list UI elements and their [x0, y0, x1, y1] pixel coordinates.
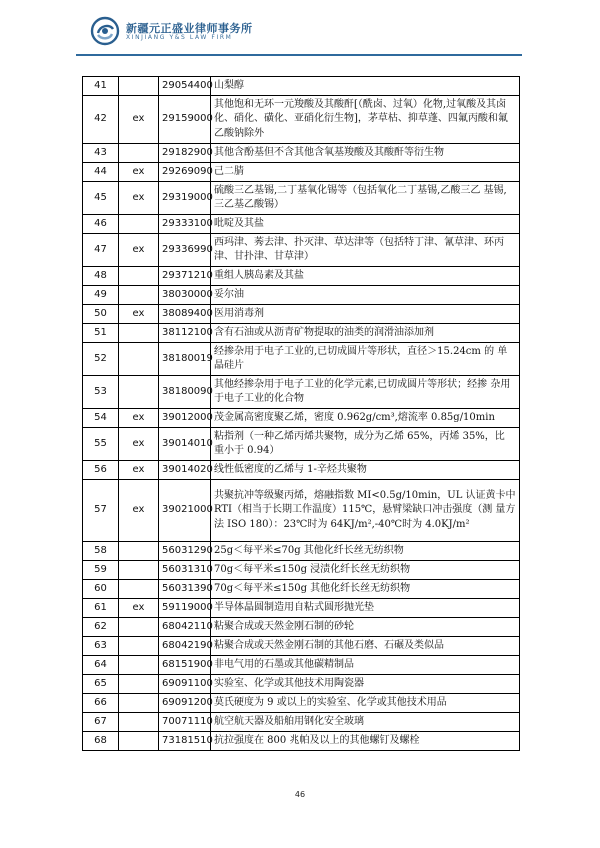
table-row	[83, 618, 520, 637]
table-row	[83, 324, 520, 343]
row-number: 49	[83, 286, 119, 305]
row-description: 其他含酚基但不含其他含氧基羧酸及其酸酐等衍生物	[211, 144, 520, 163]
row-tag	[119, 713, 159, 732]
row-code: 68042110	[159, 618, 211, 637]
row-number: 50	[83, 305, 119, 324]
row-number: 64	[83, 656, 119, 675]
row-description: 其他饱和无环一元羧酸及其酸酐[（酰卤、过氧）化物,过氧酸及其卤化、硝化、磺化、亚硝化衍生物]，茅草枯、抑草蓬、四氟丙酸和氟乙酸钠除外	[211, 96, 520, 144]
row-number: 67	[83, 713, 119, 732]
row-tag	[119, 376, 159, 409]
row-tag	[119, 637, 159, 656]
row-number: 45	[83, 182, 119, 215]
row-description: 己二腈	[211, 163, 520, 182]
row-tag	[119, 324, 159, 343]
row-tag: ex	[119, 480, 159, 542]
row-code: 39021000	[159, 480, 211, 542]
table-row	[83, 637, 520, 656]
row-number: 60	[83, 580, 119, 599]
row-number: 48	[83, 267, 119, 286]
row-number: 66	[83, 694, 119, 713]
row-tag	[119, 656, 159, 675]
row-code: 38180019	[159, 343, 211, 376]
row-number: 59	[83, 561, 119, 580]
page-header	[90, 16, 530, 50]
row-code: 56031310	[159, 561, 211, 580]
row-description: 山梨醇	[211, 77, 520, 96]
table-row	[83, 713, 520, 732]
row-tag	[119, 580, 159, 599]
row-number: 58	[83, 542, 119, 561]
table-row	[83, 480, 520, 542]
row-tag	[119, 542, 159, 561]
tariff-table	[82, 76, 520, 751]
row-code: 29269090	[159, 163, 211, 182]
row-tag: ex	[119, 409, 159, 428]
row-number: 52	[83, 343, 119, 376]
row-tag	[119, 732, 159, 751]
row-number: 43	[83, 144, 119, 163]
row-code: 29371210	[159, 267, 211, 286]
row-description: 茂金属高密度聚乙烯，密度 0.962g/cm³,熔流率 0.85g/10min	[211, 409, 520, 428]
row-code: 68042190	[159, 637, 211, 656]
row-number: 68	[83, 732, 119, 751]
row-description: 半导体晶圆制造用自粘式圆形抛光垫	[211, 599, 520, 618]
row-code: 56031390	[159, 580, 211, 599]
table-row	[83, 694, 520, 713]
firm-logo-icon	[90, 16, 120, 46]
row-description: 西玛津、莠去津、扑灭津、草达津等（包括特丁津、氰草津、环丙津、甘扑津、甘草津）	[211, 234, 520, 267]
row-description: 非电气用的石墨或其他碳精制品	[211, 656, 520, 675]
row-description: 航空航天器及船舶用钢化安全玻璃	[211, 713, 520, 732]
row-description: 含有石油或从沥青矿物提取的油类的润滑油添加剂	[211, 324, 520, 343]
table-row	[83, 561, 520, 580]
row-code: 38180090	[159, 376, 211, 409]
row-description: 医用消毒剂	[211, 305, 520, 324]
row-description: 重组人胰岛素及其盐	[211, 267, 520, 286]
row-description: 实验室、化学或其他技术用陶瓷器	[211, 675, 520, 694]
table-row	[83, 305, 520, 324]
table-row	[83, 96, 520, 144]
row-number: 53	[83, 376, 119, 409]
row-code: 68151900	[159, 656, 211, 675]
row-tag: ex	[119, 305, 159, 324]
row-tag: ex	[119, 599, 159, 618]
row-tag	[119, 286, 159, 305]
table-row	[83, 542, 520, 561]
row-tag	[119, 215, 159, 234]
row-number: 47	[83, 234, 119, 267]
row-description: 莫氏硬度为 9 或以上的实验室、化学或其他技术用品	[211, 694, 520, 713]
row-description: 70g＜每平米≤150g 其他化纤长丝无纺织物	[211, 580, 520, 599]
row-number: 56	[83, 461, 119, 480]
table-row	[83, 675, 520, 694]
row-description: 妥尔油	[211, 286, 520, 305]
row-description: 70g＜每平米≤150g 浸渍化纤长丝无纺织物	[211, 561, 520, 580]
row-code: 38030000	[159, 286, 211, 305]
row-code: 56031290	[159, 542, 211, 561]
row-tag	[119, 343, 159, 376]
table-row	[83, 656, 520, 675]
table-row	[83, 732, 520, 751]
table-row	[83, 182, 520, 215]
row-code: 69091200	[159, 694, 211, 713]
row-number: 61	[83, 599, 119, 618]
tariff-table-body	[83, 77, 520, 751]
row-code: 29182900	[159, 144, 211, 163]
table-row	[83, 376, 520, 409]
row-tag: ex	[119, 163, 159, 182]
row-description: 吡啶及其盐	[211, 215, 520, 234]
row-description: 其他经掺杂用于电子工业的化学元素,已切成圆片等形状；经掺 杂用于电子工业的化合物	[211, 376, 520, 409]
row-number: 46	[83, 215, 119, 234]
row-number: 41	[83, 77, 119, 96]
row-description: 粘指剂（一种乙烯丙烯共聚物，成分为乙烯 65%，丙烯 35%，比 重小于 0.94）	[211, 428, 520, 461]
row-tag	[119, 694, 159, 713]
table-row	[83, 599, 520, 618]
row-number: 62	[83, 618, 119, 637]
table-row	[83, 428, 520, 461]
row-description: 抗拉强度在 800 兆帕及以上的其他螺钉及螺栓	[211, 732, 520, 751]
table-row	[83, 77, 520, 96]
row-number: 65	[83, 675, 119, 694]
row-description: 粘聚合成或天然金刚石制的其他石磨、石碾及类似品	[211, 637, 520, 656]
row-code: 29333100	[159, 215, 211, 234]
firm-name-cn: 新疆元正盛业律师事务所	[126, 22, 253, 35]
row-code: 38112100	[159, 324, 211, 343]
table-row	[83, 267, 520, 286]
row-tag	[119, 618, 159, 637]
row-description: 经掺杂用于电子工业的,已切成圆片等形状，直径＞15.24cm 的 单晶硅片	[211, 343, 520, 376]
row-code: 69091100	[159, 675, 211, 694]
row-code: 39012000	[159, 409, 211, 428]
row-tag	[119, 144, 159, 163]
row-tag	[119, 675, 159, 694]
table-row	[83, 409, 520, 428]
page-number: 46	[294, 790, 306, 799]
row-code: 38089400	[159, 305, 211, 324]
row-description: 25g＜每平米≤70g 其他化纤长丝无纺织物	[211, 542, 520, 561]
row-code: 73181510	[159, 732, 211, 751]
row-tag: ex	[119, 428, 159, 461]
row-number: 54	[83, 409, 119, 428]
firm-name-en: XINJIANG Y&S LAW FIRM	[126, 34, 233, 41]
row-tag: ex	[119, 234, 159, 267]
row-code: 29159000	[159, 96, 211, 144]
header-rule	[76, 54, 522, 56]
row-description: 粘聚合成或天然金刚石制的砂轮	[211, 618, 520, 637]
row-tag	[119, 561, 159, 580]
table-row	[83, 163, 520, 182]
row-code: 59119000	[159, 599, 211, 618]
row-tag: ex	[119, 461, 159, 480]
row-code: 29319000	[159, 182, 211, 215]
row-number: 55	[83, 428, 119, 461]
row-code: 39014020	[159, 461, 211, 480]
table-row	[83, 461, 520, 480]
row-number: 42	[83, 96, 119, 144]
row-code: 70071110	[159, 713, 211, 732]
row-number: 44	[83, 163, 119, 182]
row-tag: ex	[119, 182, 159, 215]
row-code: 29054400	[159, 77, 211, 96]
table-row	[83, 343, 520, 376]
table-row	[83, 215, 520, 234]
row-number: 63	[83, 637, 119, 656]
table-row	[83, 234, 520, 267]
row-tag	[119, 77, 159, 96]
row-description: 线性低密度的乙烯与 1-辛烃共聚物	[211, 461, 520, 480]
table-row	[83, 286, 520, 305]
row-description: 共聚抗冲等级聚丙烯，熔融指数 MI<0.5g/10min，UL 认证黄卡中 RTI（相当于长期工作温度）115℃，悬臂梁缺口冲击强度（测 量方法 ISO 180）：23℃时为 64KJ/m²,-40℃时为 4.0KJ/m²	[211, 480, 520, 542]
row-code: 39014010	[159, 428, 211, 461]
row-code: 29336990	[159, 234, 211, 267]
row-tag: ex	[119, 96, 159, 144]
row-number: 51	[83, 324, 119, 343]
row-number: 57	[83, 480, 119, 542]
table-row	[83, 144, 520, 163]
table-row	[83, 580, 520, 599]
row-description: 硫酸三乙基锡,二丁基氧化锡等（包括氧化二丁基锡,乙酸三乙 基锡,三乙基乙酸锡）	[211, 182, 520, 215]
row-tag	[119, 267, 159, 286]
